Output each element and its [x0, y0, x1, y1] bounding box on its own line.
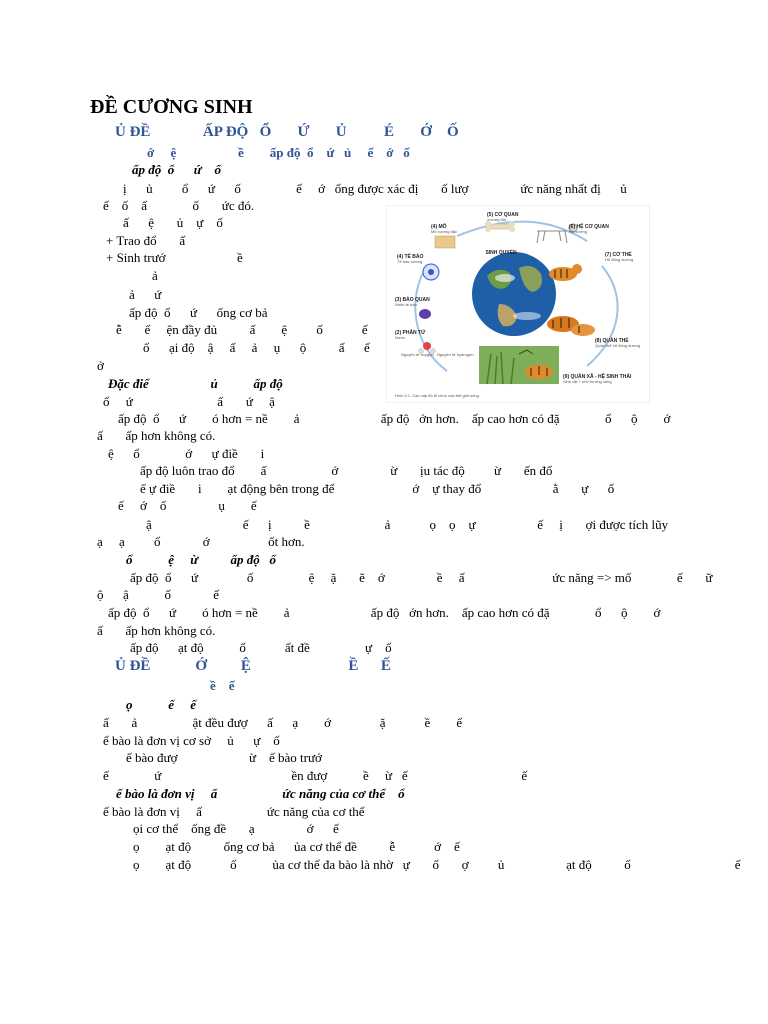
- body-line: ế ớ ố ụ ế: [118, 498, 257, 513]
- document-title: ĐỀ CƯƠNG SINH: [90, 96, 253, 118]
- body-line: ạ ạ ố ớ ốt hơn.: [97, 534, 305, 549]
- body-line: ế bào là đơn vị ấ ức năng của cơ thể ổ: [116, 786, 405, 801]
- body-line: ế ự điề i ạt động bên trong để ớ ự thay đổ ằ ự ố: [140, 481, 615, 496]
- body-line: ổ ại độ ậ ấ ả ụ ộ ấ ế: [143, 340, 370, 355]
- cycle-arrow-top: [457, 222, 587, 241]
- figure-center-label: SINH QUYỂN: [485, 250, 517, 256]
- body-line: ả: [152, 268, 158, 283]
- body-line: Ủ ĐỀ Ớ Ệ Ề Ế: [115, 658, 391, 674]
- body-line: + Sinh trướ ề: [106, 250, 243, 265]
- figure-illustration: [387, 206, 649, 402]
- body-line: ệ ổ ớ ự điề i: [108, 446, 265, 461]
- organelle-icon: [419, 309, 431, 319]
- body-line: ấp độ ổ ứ ố ệ ặ ẽ ớ ề ấ ức năng => mố ế ữ: [130, 570, 713, 585]
- svg-text:Nhân tế bào: Nhân tế bào: [395, 302, 417, 307]
- body-line: ớ ệ ề ấp độ ổ ứ ủ ế ớ ố: [147, 145, 410, 160]
- body-line: + Trao đổ ấ: [106, 233, 186, 248]
- body-line: ở: [97, 358, 104, 373]
- body-line: ấ ả ật đều đượ ấ ạ ớ ặ ề ế: [103, 715, 463, 730]
- body-line: ổ ứ ấ ứ ậ: [103, 394, 275, 409]
- body-line: ế ố ấ ố ức đó.: [103, 198, 255, 213]
- body-line: ấp độ ổ ứ ó hơn = nề ả ấp độ ớn hơn. ấp cao hơn có đặ ổ ộ ớ: [118, 411, 671, 426]
- body-line: ễ ế ện đầy đủ ấ ệ ố ế: [116, 322, 368, 337]
- body-line: ế bào là đơn vị ấ ức năng của cơ thể: [103, 804, 365, 819]
- svg-text:Xương đùi: Xương đùi: [487, 217, 506, 222]
- body-line: ấ ấp hơn không có.: [97, 428, 216, 443]
- figure-level-5: (5) CƠ QUAN: [487, 212, 519, 218]
- figure-level-4-cell: (4) TẾ BÀO: [397, 254, 424, 260]
- figure-level-4-tissue: (4) MÔ: [431, 224, 447, 230]
- figure-atom-label-oxygen: Nguyên tử oxygen: [401, 352, 434, 357]
- figure-level-8: (8) QUẦN THỂ: [595, 338, 629, 344]
- body-line: Ủ ĐỀ ẤP ĐỘ Ổ Ứ Ủ É Ớ Ố: [115, 124, 459, 140]
- cycle-arrow-right: [587, 266, 618, 366]
- body-line: ế bào đượ ừ ế bào trướ: [126, 750, 322, 765]
- body-line: ấp độ ổ ứ ố: [132, 162, 222, 177]
- body-line: ấp độ ạt độ ố ất đề ự ố: [130, 640, 392, 655]
- figure-level-3: (3) BÀO QUAN: [395, 297, 430, 303]
- levels-of-organization-figure: [386, 205, 650, 403]
- body-line: ổ ệ ừ ấp độ ố: [126, 552, 277, 567]
- body-line: ọ ạt độ ố ủa cơ thể đa bào là nhờ ự ố ợ ủ ạt độ ố ế: [133, 857, 741, 872]
- body-line: ấ ệ ủ ự ố: [123, 215, 223, 230]
- figure-level-6: (6) HỆ CƠ QUAN: [569, 224, 609, 230]
- body-line: ọ ế ế: [126, 697, 197, 712]
- body-line: ấp độ ổ ứ ống cơ bả: [129, 305, 268, 320]
- svg-text:Nước: Nước: [395, 335, 406, 340]
- svg-text:Hệ xương: Hệ xương: [569, 229, 587, 234]
- body-line: ấp độ ổ ứ ó hơn = nề ả ấp độ ớn hơn. ấp cao hơn có đặ ổ ộ ớ: [108, 605, 661, 620]
- body-line: ế bào là đơn vị cơ sở ủ ự ố: [103, 733, 280, 748]
- figure-atom-label-hydrogen: Nguyên tử hydrogen: [437, 352, 474, 357]
- body-line: ọ ạt độ ống cơ bả ủa cơ thể đề ễ ớ ế: [133, 839, 460, 854]
- tiger-organism-icon: [549, 264, 582, 281]
- svg-text:Hổ đông dương: Hổ đông dương: [605, 257, 634, 262]
- body-line: ậ ế ị ề ả ọ ọ ự ế ị ợi được tích lũy: [146, 517, 669, 532]
- figure-caption: Hình 3.1. Các cấp độ tổ chức của thế giới sống: [395, 393, 479, 398]
- body-line: ị ủ ổ ứ ố ế ớ ống được xác đị ố lượ ức năng nhất đị ủ: [123, 181, 627, 196]
- figure-level-9: (9) QUẦN XÃ - HỆ SINH THÁI: [563, 374, 632, 380]
- tiger-population-icon: [547, 316, 595, 336]
- svg-text:Tế bào xương: Tế bào xương: [397, 259, 423, 264]
- body-line: ộ ậ ố ế: [97, 587, 220, 602]
- body-line: Đặc điể ủ ấp độ: [108, 376, 283, 391]
- figure-level-7: (7) CƠ THỂ: [605, 252, 632, 258]
- body-line: ọi cơ thể ống đề ạ ớ ế: [133, 821, 339, 836]
- body-line: ề ế: [210, 678, 235, 693]
- globe-icon: [472, 252, 556, 336]
- svg-text:Mô xương đặc: Mô xương đặc: [431, 229, 457, 234]
- body-line: ế ứ ền đượ ề ừ ế ế: [103, 768, 528, 783]
- svg-text:Sinh vật + môi trường sống: Sinh vật + môi trường sống: [563, 379, 612, 384]
- ecosystem-icon: [479, 346, 559, 384]
- body-line: ấp độ luôn trao đổ ấ ớ ừ ịu tác độ ừ ến đổ: [140, 463, 553, 478]
- body-line: ả ứ: [129, 287, 162, 302]
- body-line: ấ ấp hơn không có.: [97, 623, 216, 638]
- figure-level-2: (2) PHÂN TỬ: [395, 330, 426, 336]
- svg-text:Quần thể hổ đông dương: Quần thể hổ đông dương: [595, 343, 641, 348]
- tissue-icon: [435, 236, 455, 248]
